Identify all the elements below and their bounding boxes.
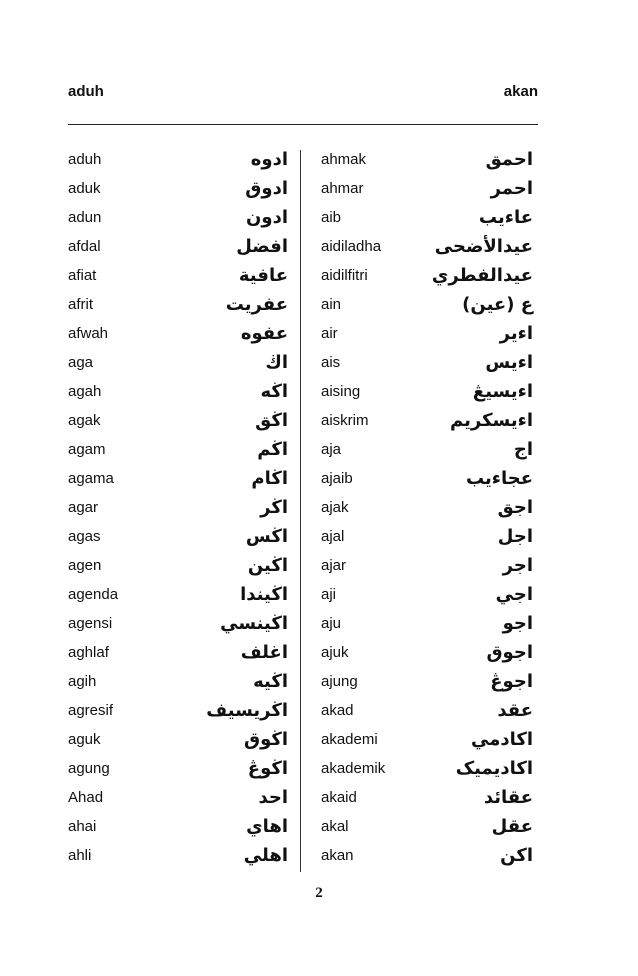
entry-jawi-word: اڬوڠ bbox=[247, 758, 288, 779]
entry-latin-word: ain bbox=[321, 296, 342, 313]
dictionary-entry bbox=[68, 379, 288, 408]
dictionary-entry bbox=[321, 205, 533, 234]
entry-jawi-word: افضل bbox=[236, 236, 288, 257]
entry-jawi-word: اکادمي bbox=[471, 729, 533, 750]
entry-latin-word: agar bbox=[68, 499, 99, 516]
dictionary-entry bbox=[68, 524, 288, 553]
entry-jawi-word: ادوه bbox=[250, 149, 288, 170]
entry-jawi-word: اڬم bbox=[257, 439, 288, 460]
dictionary-entry bbox=[68, 147, 288, 176]
entry-latin-word: ahmar bbox=[321, 180, 364, 197]
entry-jawi-word: ادون bbox=[246, 207, 288, 228]
dictionary-entry bbox=[321, 466, 533, 495]
dictionary-entry bbox=[68, 292, 288, 321]
entry-latin-word: afiat bbox=[68, 267, 97, 284]
right-column bbox=[321, 147, 533, 872]
entry-jawi-word: عيدالفطري bbox=[431, 265, 533, 286]
entry-latin-word: aib bbox=[321, 209, 342, 226]
entry-jawi-word: اکاديميک bbox=[455, 758, 533, 779]
dictionary-entry bbox=[68, 466, 288, 495]
entry-latin-word: adun bbox=[68, 209, 102, 226]
entry-latin-word: ajuk bbox=[321, 644, 349, 661]
dictionary-entry bbox=[321, 698, 533, 727]
dictionary-entry bbox=[321, 176, 533, 205]
dictionary-entry bbox=[68, 553, 288, 582]
entry-latin-word: afdal bbox=[68, 238, 101, 255]
entry-jawi-word: اجوق bbox=[486, 642, 533, 663]
entry-jawi-word: احد bbox=[258, 787, 288, 808]
entry-latin-word: aidilfitri bbox=[321, 267, 368, 284]
entry-latin-word: agas bbox=[68, 528, 101, 545]
entry-latin-word: agama bbox=[68, 470, 114, 487]
entry-latin-word: afwah bbox=[68, 325, 109, 342]
dictionary-entry bbox=[321, 379, 533, 408]
dictionary-entry bbox=[321, 785, 533, 814]
page-number: 2 bbox=[315, 885, 323, 901]
entry-jawi-word: اءير bbox=[499, 323, 533, 344]
dictionary-entry bbox=[68, 814, 288, 843]
entry-jawi-word: احمق bbox=[485, 149, 533, 170]
left-guide-word: aduh bbox=[68, 83, 104, 100]
entry-jawi-word: عجاءيب bbox=[465, 468, 533, 489]
entry-jawi-word: اجو bbox=[502, 613, 533, 634]
entry-latin-word: air bbox=[321, 325, 338, 342]
entry-jawi-word: اڬ bbox=[265, 352, 288, 373]
entry-jawi-word: عفوه bbox=[240, 323, 288, 344]
entry-jawi-word: اڬق bbox=[255, 410, 288, 431]
entry-latin-word: agak bbox=[68, 412, 101, 429]
entry-latin-word: agung bbox=[68, 760, 110, 777]
entry-latin-word: aji bbox=[321, 586, 337, 603]
entry-jawi-word: اجل bbox=[497, 526, 533, 547]
dictionary-entry bbox=[321, 234, 533, 263]
entry-latin-word: afrit bbox=[68, 296, 94, 313]
dictionary-entry bbox=[321, 756, 533, 785]
entry-jawi-word: اڬوق bbox=[243, 729, 288, 750]
dictionary-entry bbox=[321, 553, 533, 582]
entry-jawi-word: اڬيه bbox=[253, 671, 288, 692]
entry-jawi-word: اڬر bbox=[260, 497, 288, 518]
entry-latin-word: akan bbox=[321, 847, 354, 864]
entry-latin-word: aghlaf bbox=[68, 644, 109, 661]
entry-latin-word: agam bbox=[68, 441, 106, 458]
entry-jawi-word: عيدالأضحى bbox=[434, 236, 533, 257]
dictionary-entry bbox=[321, 263, 533, 292]
dictionary-entry bbox=[68, 350, 288, 379]
entry-jawi-word: احمر bbox=[490, 178, 533, 199]
dictionary-entry bbox=[68, 785, 288, 814]
entry-latin-word: Ahad bbox=[68, 789, 104, 806]
dictionary-entry bbox=[321, 669, 533, 698]
entry-latin-word: aising bbox=[321, 383, 361, 400]
entry-jawi-word: اڬريسيف bbox=[206, 700, 288, 721]
dictionary-entry bbox=[68, 582, 288, 611]
dictionary-entry bbox=[321, 321, 533, 350]
entry-latin-word: agih bbox=[68, 673, 97, 690]
entry-jawi-word: اغلف bbox=[240, 642, 288, 663]
entry-latin-word: akal bbox=[321, 818, 349, 835]
dictionary-entry bbox=[321, 611, 533, 640]
entry-jawi-word: عقد bbox=[497, 700, 533, 721]
entry-jawi-word: عقائد bbox=[483, 787, 533, 808]
dictionary-entry bbox=[321, 582, 533, 611]
entry-latin-word: ajak bbox=[321, 499, 349, 516]
dictionary-entry bbox=[321, 408, 533, 437]
dictionary-entry bbox=[68, 640, 288, 669]
entry-latin-word: aduh bbox=[68, 151, 102, 168]
dictionary-entry bbox=[321, 292, 533, 321]
dictionary-entry bbox=[68, 321, 288, 350]
entry-latin-word: ajar bbox=[321, 557, 347, 574]
entry-jawi-word: اءيس bbox=[485, 352, 533, 373]
entry-latin-word: aja bbox=[321, 441, 342, 458]
entry-latin-word: akad bbox=[321, 702, 354, 719]
entry-latin-word: agresif bbox=[68, 702, 114, 719]
dictionary-entry bbox=[68, 437, 288, 466]
entry-latin-word: agah bbox=[68, 383, 102, 400]
right-guide-word: akan bbox=[503, 83, 538, 100]
entry-jawi-word: اجي bbox=[495, 584, 533, 605]
entry-jawi-word: اڬيندا bbox=[240, 584, 288, 605]
entry-jawi-word: اهاي bbox=[246, 816, 288, 837]
entry-latin-word: akademik bbox=[321, 760, 386, 777]
entry-latin-word: ahai bbox=[68, 818, 97, 835]
dictionary-entry bbox=[68, 234, 288, 263]
entry-latin-word: akademi bbox=[321, 731, 378, 748]
dictionary-entry bbox=[68, 408, 288, 437]
entry-latin-word: ajung bbox=[321, 673, 358, 690]
column-divider bbox=[300, 150, 301, 872]
dictionary-entry bbox=[321, 495, 533, 524]
entry-latin-word: agenda bbox=[68, 586, 119, 603]
entry-jawi-word: اجوڠ bbox=[490, 671, 533, 692]
entry-jawi-word: عقل bbox=[491, 816, 533, 837]
entry-latin-word: aiskrim bbox=[321, 412, 369, 429]
entry-jawi-word: اکن bbox=[500, 845, 533, 866]
entry-latin-word: ajaib bbox=[321, 470, 353, 487]
dictionary-entry bbox=[321, 437, 533, 466]
dictionary-entry bbox=[321, 727, 533, 756]
entry-jawi-word: عافية bbox=[238, 265, 288, 286]
entry-latin-word: ajal bbox=[321, 528, 345, 545]
entry-jawi-word: عاءيب bbox=[478, 207, 533, 228]
entry-latin-word: agensi bbox=[68, 615, 113, 632]
header-rule bbox=[68, 124, 538, 125]
entry-jawi-word: اڬينسي bbox=[220, 613, 288, 634]
left-column bbox=[68, 147, 288, 872]
entry-latin-word: akaid bbox=[321, 789, 357, 806]
dictionary-entry bbox=[321, 350, 533, 379]
entry-latin-word: agen bbox=[68, 557, 102, 574]
entry-jawi-word: ع (عين) bbox=[462, 294, 533, 315]
entry-jawi-word: اج bbox=[513, 439, 533, 460]
dictionary-entry bbox=[68, 727, 288, 756]
dictionary-entry bbox=[68, 756, 288, 785]
entry-jawi-word: اڬس bbox=[245, 526, 288, 547]
entry-latin-word: aduk bbox=[68, 180, 101, 197]
entry-jawi-word: ادوق bbox=[245, 178, 288, 199]
entry-jawi-word: اجر bbox=[502, 555, 533, 576]
entry-latin-word: ahli bbox=[68, 847, 92, 864]
dictionary-entry bbox=[68, 176, 288, 205]
entry-jawi-word: اجق bbox=[497, 497, 533, 518]
dictionary-entry bbox=[321, 147, 533, 176]
entry-latin-word: ais bbox=[321, 354, 341, 371]
entry-latin-word: aidiladha bbox=[321, 238, 382, 255]
dictionary-entry bbox=[68, 698, 288, 727]
dictionary-entry bbox=[68, 669, 288, 698]
dictionary-entry bbox=[68, 495, 288, 524]
entry-jawi-word: اڬه bbox=[260, 381, 288, 402]
entry-jawi-word: اءيسكريم bbox=[450, 410, 533, 431]
entry-jawi-word: اءيسيڠ bbox=[472, 381, 533, 402]
dictionary-entry bbox=[68, 263, 288, 292]
entry-latin-word: ahmak bbox=[321, 151, 367, 168]
entry-jawi-word: اڬام bbox=[251, 468, 288, 489]
dictionary-entry bbox=[321, 524, 533, 553]
entry-jawi-word: عفريت bbox=[225, 294, 288, 315]
dictionary-entry bbox=[321, 843, 533, 872]
dictionary-entry bbox=[68, 843, 288, 872]
entry-latin-word: aga bbox=[68, 354, 94, 371]
entry-latin-word: aju bbox=[321, 615, 342, 632]
dictionary-entry bbox=[68, 205, 288, 234]
entry-jawi-word: اهلي bbox=[243, 845, 288, 866]
entry-latin-word: aguk bbox=[68, 731, 101, 748]
entry-jawi-word: اڬين bbox=[247, 555, 288, 576]
dictionary-entry bbox=[321, 814, 533, 843]
dictionary-entry bbox=[68, 611, 288, 640]
dictionary-entry bbox=[321, 640, 533, 669]
